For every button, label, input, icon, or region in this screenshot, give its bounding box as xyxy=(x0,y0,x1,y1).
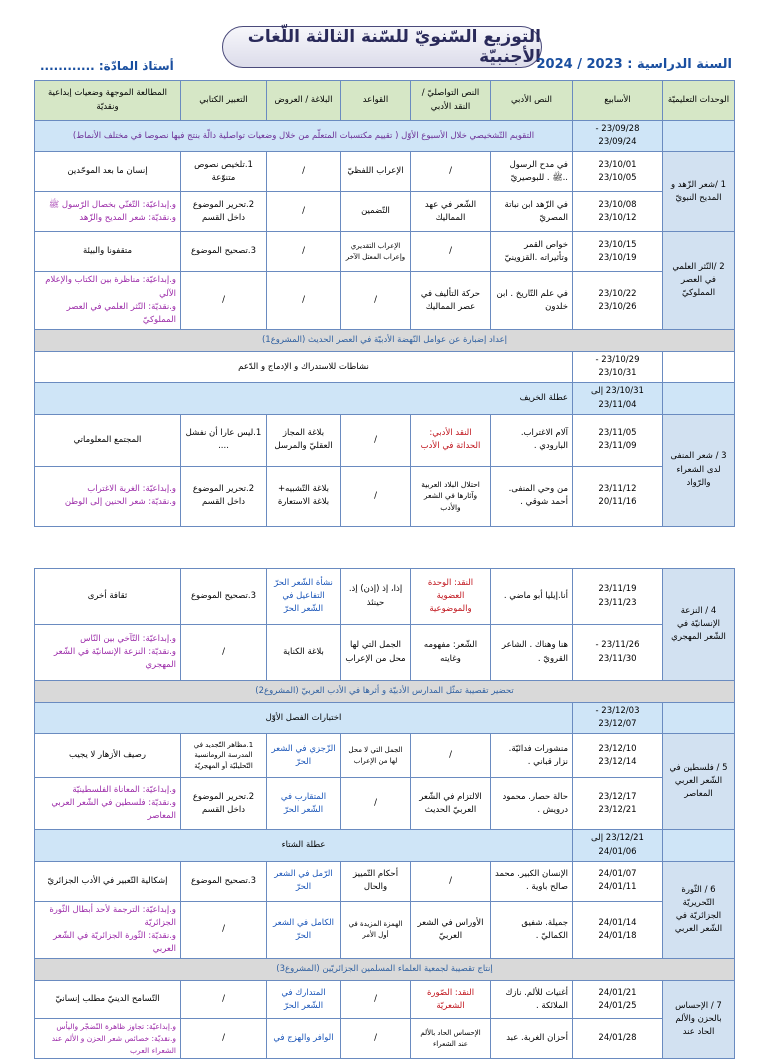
activities-empty xyxy=(663,352,735,383)
expression-cell: 1.ليس عارا أن نفشل .... xyxy=(181,414,267,466)
diagnostic-week xyxy=(663,121,735,152)
week-cell: 24/01/14 24/01/18 xyxy=(573,901,663,959)
reading-cell: و.إبداعيّة: مناظرة بين الكتاب والإعلام الآلي و.نقديّة: النّثر العلمي في العصر المملوكيّ xyxy=(35,272,181,330)
grammar-cell: الجمل التي لها محل من الإعراب xyxy=(341,625,411,681)
col-header-reading: المطالعة الموجهة وضعيات إبداعية ونقديّة xyxy=(35,81,181,121)
reading-cell: و.إبداعيّة: التّغنّي بخصال الرّسول ﷺ و.نقديّة: شعر المديح والزّهد xyxy=(35,192,181,232)
col-header-comm: النص التواصليّ / النقد الأدبي xyxy=(411,81,491,121)
rhetoric-cell: / xyxy=(267,192,341,232)
winter-week: 23/12/21 إلى 24/01/06 xyxy=(573,830,663,861)
expression-cell: 3.تصحيح الموضوع xyxy=(181,232,267,272)
distribution-table-part2 xyxy=(34,568,734,1059)
rhetoric-cell: الزّجزي في الشعر الحرّ xyxy=(267,734,341,778)
week-cell: 24/01/07 24/01/11 xyxy=(573,861,663,901)
page-header xyxy=(0,0,768,80)
week-cell: 24/01/28 xyxy=(573,1019,663,1059)
exams-band: اختبارات الفصل الأوّل xyxy=(35,703,573,734)
comm-text: الإحساس الحاد بالألم عند الشعراء xyxy=(411,1019,491,1059)
comm-text: / xyxy=(411,232,491,272)
expression-cell: / xyxy=(181,272,267,330)
comm-text: النقد: الوحدة العضوية والموضوعية xyxy=(411,569,491,625)
document-title: التوزيع السّنويّ للسّنة الثالثة اللّغات الأجنبيّة xyxy=(222,26,542,68)
col-header-text: النص الأدبي xyxy=(491,81,573,121)
reading-cell: المجتمع المعلوماتي xyxy=(35,414,181,466)
unit-6-label: 6 / الثّورة التّحريريّة الجزائريّة في الشّعر العربي xyxy=(663,861,735,959)
grammar-cell: أحكام التّمييز والحال xyxy=(341,861,411,901)
reading-cell: و.إبداعيّة: الترجمة لأحد أبطال الثّورة الجزائريّة و.نقديّة: الثّورة الجزائريّة في الشّعر العربي xyxy=(35,901,181,959)
winter-empty xyxy=(663,830,735,861)
week-cell: 23/10/15 23/10/19 xyxy=(573,232,663,272)
comm-text: / xyxy=(411,861,491,901)
col-header-week: الأسابيع xyxy=(573,81,663,121)
rhetoric-cell: الرّمل في الشعر الحرّ xyxy=(267,861,341,901)
literary-text: أنا.إيليا أبو ماضي . xyxy=(491,569,573,625)
reading-cell: و.إبداعيّة: تجاوز ظاهرة التّضجّر واليأس و.نقديّة: خصائص شعر الحزن و الألم عند الشعراء العرب xyxy=(35,1019,181,1059)
comm-text: الأوراس في الشعر العربيّ xyxy=(411,901,491,959)
comm-text: الالتزام في الشّعر العربيّ الحديث xyxy=(411,778,491,830)
project-1-band: إعداد إضبارة عن عوامل النّهضة الأدبيّة في العصر الحديث (المشروع1) xyxy=(35,330,735,352)
literary-text: آلام الاغتراب. البارودي . xyxy=(491,414,573,466)
expression-cell: / xyxy=(181,901,267,959)
rhetoric-cell: الكامل في الشعر الحرّ xyxy=(267,901,341,959)
grammar-cell: / xyxy=(341,778,411,830)
autumn-empty xyxy=(663,383,735,414)
exams-empty xyxy=(663,703,735,734)
literary-text: الإنسان الكبير. محمد صالح باوية . xyxy=(491,861,573,901)
activities-band: نشاطات للاستدراك و الإدماج و الدّعم xyxy=(35,352,573,383)
rhetoric-cell: / xyxy=(267,272,341,330)
reading-cell: و.إبداعيّة: الغربة الاغتراب و.نقديّة: شعر الحنين إلى الوطن xyxy=(35,466,181,526)
comm-text: الشّعر: مفهومه وغايته xyxy=(411,625,491,681)
week-cell: 23/12/10 23/12/14 xyxy=(573,734,663,778)
rhetoric-cell: / xyxy=(267,152,341,192)
grammar-cell: / xyxy=(341,414,411,466)
expression-cell: 3.تصحيح الموضوع xyxy=(181,861,267,901)
unit-4-label: 4 / النزعة الإنسانيّة في الشّعر المهجري xyxy=(663,569,735,681)
distribution-table-part1 xyxy=(34,80,734,527)
literary-text: في الزّهد ابن نباتة المصريّ xyxy=(491,192,573,232)
autumn-week: 23/10/31 إلى 23/11/04 xyxy=(573,383,663,414)
grammar-cell: الإعراب اللفظيّ xyxy=(341,152,411,192)
comm-text: النقد: الصّورة الشعريّة xyxy=(411,981,491,1019)
school-year: السنة الدراسية : 2023 / 2024 xyxy=(536,57,732,72)
reading-cell: و.إبداعيّة: المعاناة الفلسطينيّة و.نقديّة: فلسطين في الشّعر العربي المعاصر xyxy=(35,778,181,830)
literary-text: حالة حصار. محمود درويش . xyxy=(491,778,573,830)
expression-cell: / xyxy=(181,981,267,1019)
literary-text: أغنيات للألم. نازك الملائكة . xyxy=(491,981,573,1019)
week-cell: 23/10/22 23/10/26 xyxy=(573,272,663,330)
col-header-grammar: القواعد xyxy=(341,81,411,121)
expression-cell: 1.تلخيص نصوص متنوّعة xyxy=(181,152,267,192)
literary-text: منشورات فدائيّة. نزار قباني . xyxy=(491,734,573,778)
reading-cell: إنسان ما بعد الموحّدين xyxy=(35,152,181,192)
reading-cell: التّسامح الدينيّ مطلب إنسانيّ xyxy=(35,981,181,1019)
rhetoric-cell: المتقارب في الشّعر الحرّ xyxy=(267,778,341,830)
week-cell: 23/12/17 23/12/21 xyxy=(573,778,663,830)
expression-cell: / xyxy=(181,1019,267,1059)
project-2-band: تحضير تقصيبة تمثّل المدارس الأدبيّة و أثرها في الأدب العربيّ (المشروع2) xyxy=(35,681,735,703)
literary-text: في مدح الرسول ..ﷺ . للبوصيريّ xyxy=(491,152,573,192)
grammar-cell: الإعراب التقديري وإعراب المعتل الآخر xyxy=(341,232,411,272)
expression-cell: 2.تحرير الموضوع داخل القسم xyxy=(181,778,267,830)
expression-cell: 2.تحرير الموضوع داخل القسم xyxy=(181,192,267,232)
diagnostic-week-cell: 23/09/28 - 23/09/24 xyxy=(573,121,663,152)
comm-text: حركة التأليف في عصر المماليك xyxy=(411,272,491,330)
rhetoric-cell: بلاغة المجاز العقليّ والمرسل xyxy=(267,414,341,466)
activities-week: 23/10/29 - 23/10/31 xyxy=(573,352,663,383)
rhetoric-cell: الوافر والهزج في xyxy=(267,1019,341,1059)
col-header-unit: الوحدات التعليميّة xyxy=(663,81,735,121)
week-cell: 23/11/12 20/11/16 xyxy=(573,466,663,526)
grammar-cell: الهمزة المزيدة في أول الأمر xyxy=(341,901,411,959)
rhetoric-cell: بلاغة التّشبيه+ بلاغة الاستعارة xyxy=(267,466,341,526)
teacher-label: أستاذ المادّة: ............ xyxy=(40,59,174,73)
week-cell: 24/01/21 24/01/25 xyxy=(573,981,663,1019)
literary-text: أحزان الغربة. عبد xyxy=(491,1019,573,1059)
rhetoric-cell: نشأة الشّعر الحرّ التفاعيل في الشّعر الحرّ xyxy=(267,569,341,625)
expression-cell: 2.تحرير الموضوع داخل القسم xyxy=(181,466,267,526)
week-cell: 23/10/08 23/10/12 xyxy=(573,192,663,232)
grammar-cell: / xyxy=(341,1019,411,1059)
rhetoric-cell: بلاغة الكناية xyxy=(267,625,341,681)
unit-3-label: 3 / شعر المنفى لدى الشعراء والرّواد xyxy=(663,414,735,526)
literary-text: من وحي المنفى. أحمد شوقي . xyxy=(491,466,573,526)
exams-week: 23/12/03 - 23/12/07 xyxy=(573,703,663,734)
autumn-holiday-band: عطلة الخريف xyxy=(35,383,573,414)
literary-text: هنا وهناك . الشاعر القرويّ . xyxy=(491,625,573,681)
literary-text: جميلة. شفيق الكماليّ . xyxy=(491,901,573,959)
project-3-band: إنتاج تقصيبة لجمعية العلماء المسلمين الجزائريّين (المشروع3) xyxy=(35,959,735,981)
grammar-cell: / xyxy=(341,272,411,330)
comm-text: / xyxy=(411,734,491,778)
reading-cell: متقفونا والبيئة xyxy=(35,232,181,272)
week-cell: 23/11/26 - 23/11/30 xyxy=(573,625,663,681)
winter-holiday-band: عطلة الشتاء xyxy=(35,830,573,861)
unit-2-label: 2 /النّثر العلمي في العصر المملوكيّ xyxy=(663,232,735,330)
comm-text: / xyxy=(411,152,491,192)
literary-text: خواص القمر وتأثيراته .القزوينيّ xyxy=(491,232,573,272)
grammar-cell: / xyxy=(341,981,411,1019)
reading-cell: ثقافة أخرى xyxy=(35,569,181,625)
unit-5-label: 5 / فلسطين في الشّعر العربي المعاصر xyxy=(663,734,735,830)
reading-cell: و.إبداعيّة: التّآخي بين النّاس و.نقديّة: النزعة الإنسانيّة في الشّعر المهجري xyxy=(35,625,181,681)
unit-1-label: 1 /شعر الزّهد و المديح النبويّ xyxy=(663,152,735,232)
unit-7-label: 7 / الإحساس بالحزن والألم الحاد عند xyxy=(663,981,735,1059)
comm-text: النقد الأدبي: الحداثة في الأدب xyxy=(411,414,491,466)
week-cell: 23/10/01 23/10/05 xyxy=(573,152,663,192)
expression-cell: 3.تصحيح الموضوع xyxy=(181,569,267,625)
comm-text: احتلال البلاد العربية وآثارها في الشعر والأدب xyxy=(411,466,491,526)
expression-cell: 1.مظاهر التّجديد في المدرسة الرومانسية التّحليليّة أو المهجريّة xyxy=(181,734,267,778)
grammar-cell: / xyxy=(341,466,411,526)
reading-cell: رصيف الأزهار لا يجيب xyxy=(35,734,181,778)
literary-text: في علم التّاريخ . ابن خلدون xyxy=(491,272,573,330)
reading-cell: إشكالية التّعبير في الأدب الجزائريّ xyxy=(35,861,181,901)
col-header-rhetoric: البلاغة / العروض xyxy=(267,81,341,121)
week-cell: 23/11/19 23/11/23 xyxy=(573,569,663,625)
rhetoric-cell: / xyxy=(267,232,341,272)
grammar-cell: الجمل التي لا محل لها من الإعراب xyxy=(341,734,411,778)
grammar-cell: التّضمين xyxy=(341,192,411,232)
week-cell: 23/11/05 23/11/09 xyxy=(573,414,663,466)
grammar-cell: إذا، إذ (إذن) إذ. حينئذ xyxy=(341,569,411,625)
expression-cell: / xyxy=(181,625,267,681)
comm-text: الشّعر في عهد المماليك xyxy=(411,192,491,232)
rhetoric-cell: المتدارك في الشّعر الحرّ xyxy=(267,981,341,1019)
col-header-expression: التعبير الكتابي xyxy=(181,81,267,121)
diagnostic-band: التقويم التّشخيصي خلال الأسبوع الأوّل ( تقييم مكتسبات المتعلّم من خلال وضعيات تواصلية دالّة بنتج فيها نصوصا في مختلف الأنماط) xyxy=(35,121,573,152)
